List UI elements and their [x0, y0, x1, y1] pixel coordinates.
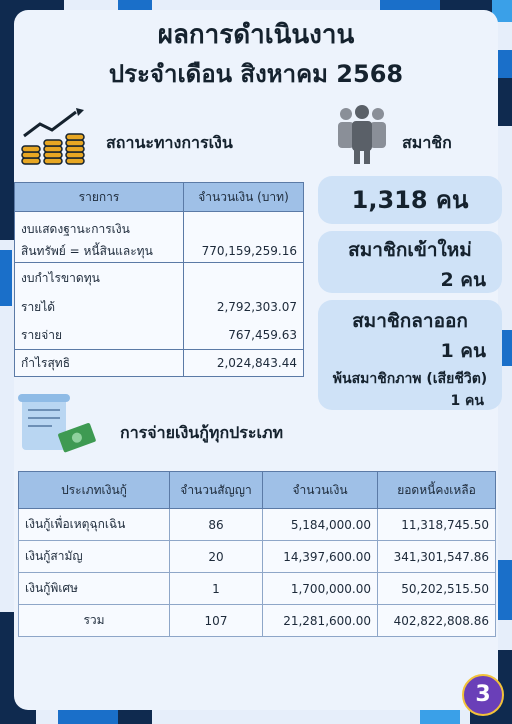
loan-amount: 5,184,000.00	[263, 509, 378, 541]
table-row-total	[19, 605, 496, 637]
loan-contracts: 20	[170, 541, 263, 573]
loan-contracts: 86	[170, 509, 263, 541]
loan-amount: 1,700,000.00	[263, 573, 378, 605]
new-members-pill	[318, 231, 502, 293]
members-total: 1,318 คน	[351, 186, 469, 214]
deceased-count: 1 คน	[450, 393, 484, 409]
loan-amount: 14,397,600.00	[263, 541, 378, 573]
loan-contracts: 107	[170, 605, 263, 637]
left-members-pill	[318, 300, 502, 410]
deceased-label: พ้นสมาชิกภาพ (เสียชีวิต)	[332, 371, 488, 387]
loan-amount: 21,281,600.00	[263, 605, 378, 637]
row-label: งบแสดงฐานะการเงิน	[15, 212, 184, 241]
col-amount: จำนวนเงิน (บาท)	[184, 183, 304, 212]
col-loan-type: ประเภทเงินกู้	[19, 472, 170, 509]
col-item: รายการ	[15, 183, 184, 212]
row-amount	[184, 212, 304, 241]
row-amount: 767,459.63	[184, 321, 304, 350]
document-money-icon	[16, 394, 98, 456]
row-amount: 770,159,259.16	[184, 240, 304, 263]
loan-type: เงินกู้พิเศษ	[19, 573, 170, 605]
row-amount	[184, 263, 304, 294]
new-members-count: 2 คน	[440, 269, 486, 291]
page-number: 3	[475, 682, 491, 707]
loans-heading: การจ่ายเงินกู้ทุกประเภท	[120, 423, 284, 442]
members-total-pill	[318, 176, 502, 224]
row-label: สินทรัพย์ = หนี้สินและทุน	[21, 243, 153, 258]
loan-balance: 50,202,515.50	[378, 573, 496, 605]
loan-type: เงินกู้สามัญ	[19, 541, 170, 573]
loan-balance: 402,822,808.86	[378, 605, 496, 637]
page-number-badge	[462, 674, 504, 716]
row-label: กำไรสุทธิ	[15, 350, 184, 377]
row-label: รายจ่าย	[21, 327, 63, 342]
people-group-icon	[334, 102, 390, 166]
loan-contracts: 1	[170, 573, 263, 605]
row-label: รายได้	[21, 299, 56, 314]
page-title: ผลการดำเนินงาน	[157, 20, 355, 50]
deco-block	[496, 560, 512, 620]
left-members-count: 1 คน	[440, 340, 486, 362]
table-row	[19, 509, 496, 541]
page-subtitle: ประจำเดือน สิงหาคม 2568	[108, 60, 404, 88]
members-heading: สมาชิก	[402, 133, 452, 152]
deco-block	[0, 250, 12, 306]
loan-type: รวม	[19, 605, 170, 637]
left-members-label: สมาชิกลาออก	[352, 310, 468, 332]
new-members-label: สมาชิกเข้าใหม่	[348, 239, 472, 261]
table-row	[19, 573, 496, 605]
col-amount: จำนวนเงิน	[263, 472, 378, 509]
row-amount: 2,024,843.44	[184, 350, 304, 377]
financial-heading: สถานะทางการเงิน	[106, 133, 233, 152]
row-amount: 2,792,303.07	[184, 293, 304, 321]
col-contracts: จำนวนสัญญา	[170, 472, 263, 509]
loan-balance: 11,318,745.50	[378, 509, 496, 541]
table-row	[19, 541, 496, 573]
col-balance: ยอดหนี้คงเหลือ	[378, 472, 496, 509]
loan-table	[18, 471, 496, 637]
loan-balance: 341,301,547.86	[378, 541, 496, 573]
loan-type: เงินกู้เพื่อเหตุฉุกเฉิน	[19, 509, 170, 541]
coins-growth-icon	[18, 108, 90, 172]
row-label: งบกำไรขาดทุน	[15, 263, 184, 294]
financial-table	[14, 182, 304, 377]
